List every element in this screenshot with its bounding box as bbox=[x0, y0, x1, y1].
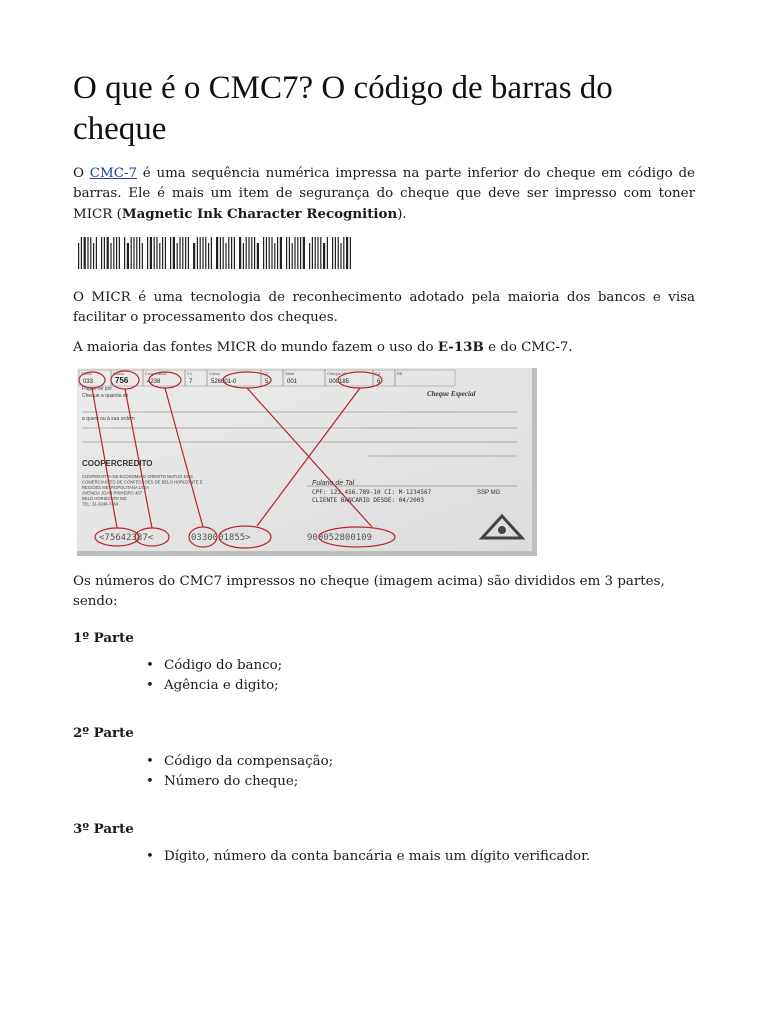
barcode-bar bbox=[185, 237, 186, 269]
barcode-bar bbox=[202, 237, 203, 269]
cheque-especial-label: Cheque Especial bbox=[427, 390, 476, 398]
part-2-title: 2º Parte bbox=[73, 725, 134, 741]
micr-bold-term: Magnetic Ink Character Recognition bbox=[121, 206, 398, 222]
barcode-bar bbox=[177, 243, 178, 269]
bank-name: COOPERCREDITO bbox=[82, 459, 153, 468]
barcode-bar bbox=[139, 237, 140, 269]
barcode-bar bbox=[269, 237, 270, 269]
barcode-bar bbox=[234, 237, 235, 269]
page-title: O que é o CMC7? O código de barras do cheque bbox=[73, 70, 613, 147]
barcode-bar bbox=[303, 237, 305, 269]
list-item: • Código da compensação; bbox=[146, 752, 646, 772]
bank-info-line: REGIOES METROPOLITANA LTDA bbox=[82, 485, 150, 490]
bank-info-line: BELO HORIZONTE MG bbox=[82, 496, 127, 501]
barcode-bar bbox=[292, 243, 293, 269]
barcode-bar bbox=[147, 237, 148, 269]
barcode-bar bbox=[78, 243, 79, 269]
part-3-title: 3º Parte bbox=[73, 821, 134, 837]
micr-part3: 900052800109 bbox=[307, 533, 373, 543]
header-label: Cheque Nº bbox=[327, 371, 347, 376]
barcode-bar bbox=[243, 243, 244, 269]
barcode-bar bbox=[294, 237, 295, 269]
barcode-bar bbox=[338, 237, 339, 269]
header-value: 4238 bbox=[147, 379, 161, 385]
barcode-bar bbox=[136, 237, 137, 269]
part-2-list bbox=[146, 752, 646, 792]
barcode-bar bbox=[271, 237, 272, 269]
barcode-bar bbox=[297, 237, 298, 269]
holder-name: Fulano de Tal bbox=[312, 480, 355, 487]
barcode-bar bbox=[335, 237, 336, 269]
barcode-bar bbox=[228, 237, 229, 269]
barcode-bar bbox=[165, 237, 166, 269]
barcode-bar bbox=[257, 243, 259, 269]
barcode-bar bbox=[266, 237, 267, 269]
header-label: Comp bbox=[81, 371, 92, 376]
barcode-bar bbox=[133, 237, 134, 269]
holder-ssp: SSP MG bbox=[477, 490, 501, 496]
barcode-bar bbox=[286, 237, 287, 269]
barcode-bar bbox=[193, 243, 195, 269]
micr-part1: <75642387< bbox=[99, 533, 154, 543]
part-1-list bbox=[146, 656, 646, 696]
barcode-bar bbox=[131, 237, 132, 269]
barcode-bar bbox=[170, 237, 171, 269]
list-item: • Agência e digito; bbox=[146, 676, 646, 696]
barcode-bar bbox=[309, 243, 310, 269]
barcode-bar bbox=[343, 237, 344, 269]
barcode-bar bbox=[211, 237, 212, 269]
list-item: • Dígito, número da conta bancária e mais um dígito verificador. bbox=[146, 847, 646, 867]
barcode-bar bbox=[223, 237, 224, 269]
header-value: 6 bbox=[377, 379, 381, 385]
barcode-bar bbox=[346, 237, 348, 269]
barcode-bar bbox=[107, 237, 109, 269]
header-label: Conta bbox=[209, 371, 220, 376]
barcode-bar bbox=[113, 237, 114, 269]
header-value: 001 bbox=[287, 379, 298, 385]
micr-part2: 0330001855> bbox=[191, 533, 251, 543]
barcode-bar bbox=[154, 237, 155, 269]
fonts-paragraph bbox=[73, 337, 695, 358]
header-value: 000185 bbox=[329, 379, 350, 385]
barcode-bar bbox=[350, 237, 351, 269]
barcode-bar bbox=[162, 237, 163, 269]
barcode-bar bbox=[251, 237, 252, 269]
barcode-bar bbox=[274, 243, 275, 269]
header-value: 526001-0 bbox=[211, 379, 237, 385]
barcode-bar bbox=[216, 237, 218, 269]
holder-cpf: CPF: 123.456.789-10 CI: M-1234567 bbox=[312, 489, 432, 496]
cmc7-link[interactable]: CMC-7 bbox=[89, 166, 137, 181]
barcode-bar bbox=[225, 243, 226, 269]
barcode-bar bbox=[87, 237, 88, 269]
barcode-bar bbox=[142, 243, 143, 269]
list-item: • Número do cheque; bbox=[146, 772, 646, 792]
barcode-bar bbox=[156, 237, 157, 269]
client-since: CLIENTE BANCARIO DESDE: 04/2003 bbox=[312, 497, 424, 504]
cheque-image bbox=[77, 368, 537, 556]
barcode-bar bbox=[116, 237, 117, 269]
barcode-bar bbox=[300, 237, 301, 269]
bank-info-line: COOPERATIVA DE ECONOMIA E CREDITO MUTUO DOS bbox=[82, 474, 193, 479]
barcode-bar bbox=[248, 237, 249, 269]
ordem-label: a quem ou à sua ordem bbox=[82, 416, 135, 422]
barcode-bar bbox=[332, 237, 333, 269]
barcode-bar bbox=[84, 237, 86, 269]
barcode-bar bbox=[205, 237, 206, 269]
barcode-bar bbox=[277, 237, 278, 269]
header-value: 756 bbox=[115, 376, 129, 385]
barcode-bar bbox=[280, 237, 282, 269]
barcode-bar bbox=[327, 237, 328, 269]
part-3-list bbox=[146, 847, 646, 867]
fonts-suffix: e do CMC-7. bbox=[483, 340, 573, 355]
header-label: R$ bbox=[397, 371, 403, 376]
intro-prefix: O bbox=[73, 166, 90, 181]
barcode-bar bbox=[317, 237, 318, 269]
list-item: • Código do banco; bbox=[146, 656, 646, 676]
header-label: C1 bbox=[187, 371, 193, 376]
barcode-bar bbox=[340, 243, 341, 269]
bank-info-line: TEL: 31-3248-7464 bbox=[82, 501, 119, 507]
barcode-bar bbox=[93, 243, 94, 269]
barcode-bar bbox=[159, 243, 160, 269]
barcode-bar bbox=[182, 237, 183, 269]
barcode-bar bbox=[315, 237, 316, 269]
barcode-bar bbox=[101, 237, 102, 269]
bank-info-line: AVENIDA JOAO PINHEIRO 467 bbox=[82, 490, 142, 496]
cmc7-barcode-image bbox=[76, 235, 356, 271]
barcode-bar bbox=[127, 243, 129, 269]
micr-paragraph: O MICR é uma tecnologia de reconhecimento adotado pela maioria dos bancos e visa facilitar o processamento dos cheques. bbox=[73, 290, 695, 325]
header-label: Série bbox=[285, 371, 295, 376]
barcode-bar bbox=[208, 243, 209, 269]
header-label: C2 bbox=[263, 371, 269, 376]
fonts-prefix: A maioria das fontes MICR do mundo fazem o uso do bbox=[73, 340, 438, 355]
barcode-bar bbox=[81, 237, 82, 269]
header-value: 5 bbox=[265, 379, 269, 385]
header-label: Banco bbox=[113, 371, 125, 376]
part-1-title: 1º Parte bbox=[73, 630, 134, 646]
intro-suffix: ). bbox=[397, 207, 407, 222]
cheque-quantia-label: Cheque a quantia de bbox=[82, 393, 129, 399]
barcode-bar bbox=[312, 237, 313, 269]
barcode-bar bbox=[188, 237, 189, 269]
barcode-bar bbox=[289, 237, 290, 269]
intro-middle: é uma sequência numérica impressa na parte inferior do cheque em código de barras. Ele é mais um item de segurança do cheque que deve ser impresso com toner MICR ( bbox=[73, 166, 695, 222]
barcode-bar bbox=[119, 237, 120, 269]
barcode-bar bbox=[254, 237, 255, 269]
bank-info-line: COMERCIANTES DE CONFECCOES DE BELO HORIZONTE E bbox=[82, 479, 203, 485]
intro-paragraph bbox=[73, 164, 695, 225]
barcode-bar bbox=[323, 243, 325, 269]
barcode-bar bbox=[239, 237, 241, 269]
barcode-bar bbox=[220, 237, 221, 269]
barcode-bar bbox=[110, 243, 111, 269]
e13b-bold: E-13B bbox=[437, 339, 484, 355]
barcode-bar bbox=[263, 237, 264, 269]
barcode-bar bbox=[150, 237, 152, 269]
header-label: Cooperativa bbox=[145, 371, 167, 376]
barcode-bar bbox=[320, 237, 321, 269]
paguese-label: Pague-se por bbox=[82, 386, 113, 392]
barcode-bar bbox=[90, 237, 91, 269]
header-value: 033 bbox=[83, 379, 94, 385]
barcode-bar bbox=[124, 237, 125, 269]
barcode-bar bbox=[104, 237, 105, 269]
barcode-bar bbox=[246, 237, 247, 269]
parts-intro: Os números do CMC7 impressos no cheque (imagem acima) são divididos em 3 partes, sendo: bbox=[73, 574, 665, 609]
barcode-bar bbox=[179, 237, 180, 269]
header-value: 7 bbox=[189, 379, 193, 385]
barcode-bar bbox=[231, 237, 232, 269]
barcode-bar bbox=[197, 237, 198, 269]
barcode-bar bbox=[173, 237, 175, 269]
header-label: C3 bbox=[375, 371, 381, 376]
barcode-bar bbox=[200, 237, 201, 269]
barcode-bar bbox=[96, 237, 97, 269]
